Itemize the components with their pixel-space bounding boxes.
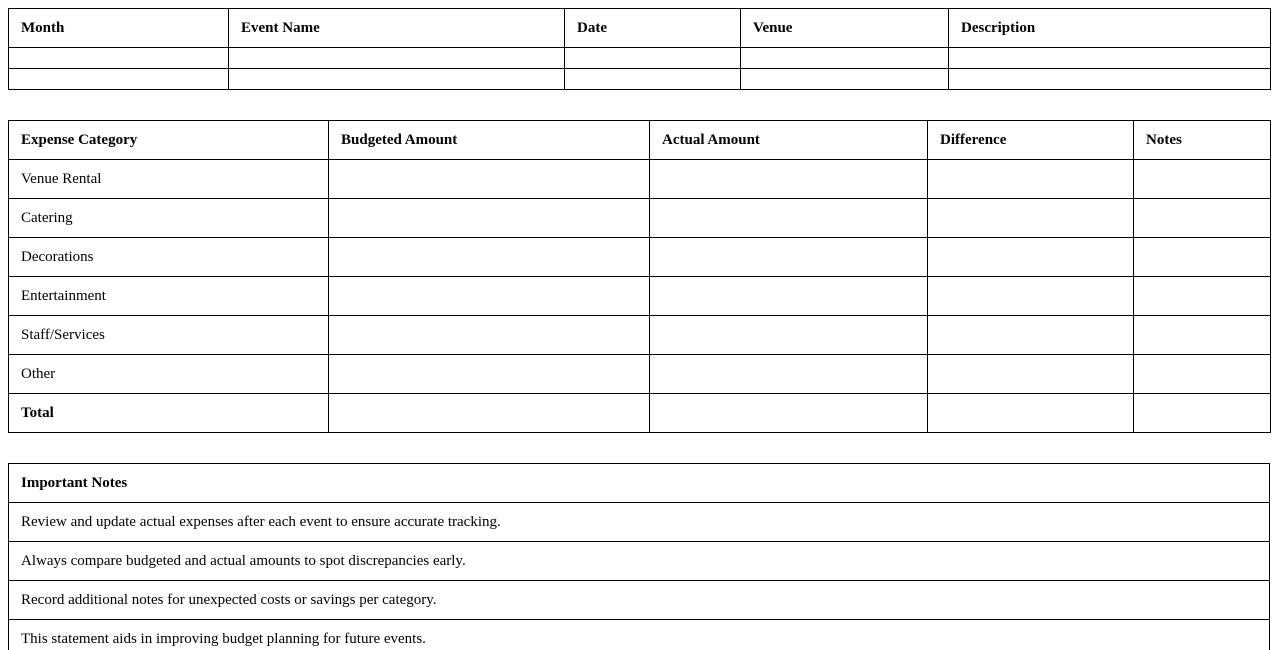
note-item: Record additional notes for unexpected costs or savings per category. xyxy=(9,581,1270,620)
events-table xyxy=(8,8,1271,90)
budget-total-label: Total xyxy=(9,394,329,433)
budget-budgeted-cell[interactable] xyxy=(329,238,650,277)
budget-row-staff-services xyxy=(9,316,1271,355)
events-cell-event-name[interactable] xyxy=(229,69,565,90)
note-item: This statement aids in improving budget planning for future events. xyxy=(9,620,1270,650)
budget-notes-cell[interactable] xyxy=(1134,160,1271,199)
notes-row xyxy=(9,542,1270,581)
budget-notes-cell[interactable] xyxy=(1134,355,1271,394)
budget-header-row xyxy=(9,121,1271,160)
budget-row-venue-rental xyxy=(9,160,1271,199)
budget-difference-cell[interactable] xyxy=(928,277,1134,316)
budget-budgeted-cell[interactable] xyxy=(329,355,650,394)
budget-budgeted-cell[interactable] xyxy=(329,277,650,316)
events-cell-event-name[interactable] xyxy=(229,48,565,69)
budget-actual-cell[interactable] xyxy=(650,160,928,199)
budget-total-difference[interactable] xyxy=(928,394,1134,433)
budget-header-notes: Notes xyxy=(1134,121,1271,160)
events-cell-date[interactable] xyxy=(565,69,741,90)
notes-header-row xyxy=(9,464,1270,503)
events-cell-month[interactable] xyxy=(9,48,229,69)
budget-category: Venue Rental xyxy=(9,160,329,199)
events-header-row xyxy=(9,9,1271,48)
budget-category: Other xyxy=(9,355,329,394)
budget-difference-cell[interactable] xyxy=(928,355,1134,394)
notes-row xyxy=(9,581,1270,620)
budget-category: Catering xyxy=(9,199,329,238)
budget-actual-cell[interactable] xyxy=(650,316,928,355)
budget-header-category: Expense Category xyxy=(9,121,329,160)
budget-actual-cell[interactable] xyxy=(650,238,928,277)
budget-row-decorations xyxy=(9,238,1271,277)
budget-notes-cell[interactable] xyxy=(1134,277,1271,316)
budget-total-notes[interactable] xyxy=(1134,394,1271,433)
events-header-description: Description xyxy=(949,9,1271,48)
budget-budgeted-cell[interactable] xyxy=(329,199,650,238)
events-cell-description[interactable] xyxy=(949,69,1271,90)
notes-row xyxy=(9,620,1270,650)
budget-table xyxy=(8,120,1271,433)
events-header-venue: Venue xyxy=(741,9,949,48)
budget-row-entertainment xyxy=(9,277,1271,316)
budget-notes-cell[interactable] xyxy=(1134,316,1271,355)
note-item: Always compare budgeted and actual amounts to spot discrepancies early. xyxy=(9,542,1270,581)
budget-category: Staff/Services xyxy=(9,316,329,355)
events-header-event-name: Event Name xyxy=(229,9,565,48)
events-cell-venue[interactable] xyxy=(741,69,949,90)
budget-difference-cell[interactable] xyxy=(928,316,1134,355)
budget-category: Decorations xyxy=(9,238,329,277)
budget-category: Entertainment xyxy=(9,277,329,316)
budget-actual-cell[interactable] xyxy=(650,277,928,316)
budget-row-catering xyxy=(9,199,1271,238)
events-header-month: Month xyxy=(9,9,229,48)
budget-header-difference: Difference xyxy=(928,121,1134,160)
budget-budgeted-cell[interactable] xyxy=(329,160,650,199)
budget-row-other xyxy=(9,355,1271,394)
budget-total-actual[interactable] xyxy=(650,394,928,433)
budget-actual-cell[interactable] xyxy=(650,199,928,238)
budget-row-total xyxy=(9,394,1271,433)
note-item: Review and update actual expenses after each event to ensure accurate tracking. xyxy=(9,503,1270,542)
budget-difference-cell[interactable] xyxy=(928,238,1134,277)
budget-total-budgeted[interactable] xyxy=(329,394,650,433)
notes-header: Important Notes xyxy=(9,464,1270,503)
events-row xyxy=(9,48,1271,69)
budget-difference-cell[interactable] xyxy=(928,199,1134,238)
events-cell-venue[interactable] xyxy=(741,48,949,69)
notes-row xyxy=(9,503,1270,542)
budget-header-actual: Actual Amount xyxy=(650,121,928,160)
budget-notes-cell[interactable] xyxy=(1134,238,1271,277)
notes-table xyxy=(8,463,1270,650)
budget-header-budgeted: Budgeted Amount xyxy=(329,121,650,160)
events-cell-month[interactable] xyxy=(9,69,229,90)
budget-budgeted-cell[interactable] xyxy=(329,316,650,355)
events-cell-date[interactable] xyxy=(565,48,741,69)
budget-notes-cell[interactable] xyxy=(1134,199,1271,238)
events-cell-description[interactable] xyxy=(949,48,1271,69)
budget-difference-cell[interactable] xyxy=(928,160,1134,199)
budget-actual-cell[interactable] xyxy=(650,355,928,394)
events-header-date: Date xyxy=(565,9,741,48)
events-row xyxy=(9,69,1271,90)
